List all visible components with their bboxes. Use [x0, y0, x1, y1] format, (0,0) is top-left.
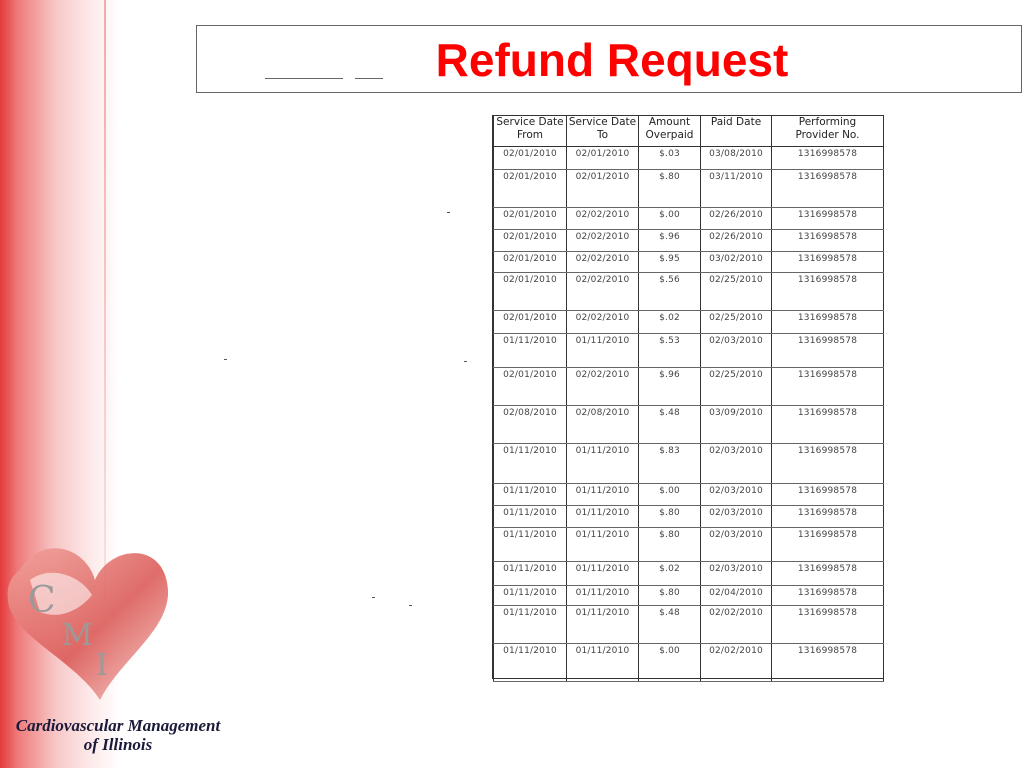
table-row	[494, 562, 884, 586]
page-title: Refund Request	[435, 34, 789, 86]
cell-paid: 02/03/2010	[701, 334, 772, 368]
cell-provider: 1316998578	[772, 208, 884, 230]
cell-provider: 1316998578	[772, 484, 884, 506]
cell-from: 01/11/2010	[494, 644, 567, 682]
cell-from: 02/01/2010	[494, 311, 567, 334]
cell-from: 02/01/2010	[494, 252, 567, 273]
refund-table	[493, 115, 884, 682]
cell-paid: 02/03/2010	[701, 528, 772, 562]
cell-amount: $.83	[639, 444, 701, 484]
table-row	[494, 334, 884, 368]
cell-paid: 02/25/2010	[701, 368, 772, 406]
cell-to: 01/11/2010	[567, 562, 639, 586]
cell-to: 01/11/2010	[567, 506, 639, 528]
cell-paid: 02/04/2010	[701, 586, 772, 606]
cell-paid: 02/03/2010	[701, 506, 772, 528]
header-service-date-from: Service Date From	[494, 116, 567, 147]
cell-provider: 1316998578	[772, 311, 884, 334]
scan-speck	[372, 597, 375, 598]
cell-to: 01/11/2010	[567, 644, 639, 682]
cell-provider: 1316998578	[772, 147, 884, 170]
logo-letter-m: M	[62, 618, 93, 653]
cell-provider: 1316998578	[772, 252, 884, 273]
cell-provider: 1316998578	[772, 528, 884, 562]
table-row	[494, 528, 884, 562]
cell-amount: $.02	[639, 311, 701, 334]
cell-to: 02/01/2010	[567, 170, 639, 208]
cell-amount: $.48	[639, 606, 701, 644]
cell-to: 01/11/2010	[567, 334, 639, 368]
cell-paid: 02/03/2010	[701, 562, 772, 586]
cell-paid: 03/11/2010	[701, 170, 772, 208]
table-row	[494, 644, 884, 682]
header-provider-no: Performing Provider No.	[772, 116, 884, 147]
table-row	[494, 230, 884, 252]
cell-paid: 02/03/2010	[701, 444, 772, 484]
logo-letter-c: C	[28, 580, 56, 621]
cell-to: 02/02/2010	[567, 230, 639, 252]
table-row	[494, 406, 884, 444]
table-row	[494, 444, 884, 484]
cell-from: 01/11/2010	[494, 506, 567, 528]
scan-speck	[224, 359, 227, 360]
cell-paid: 03/08/2010	[701, 147, 772, 170]
cell-to: 01/11/2010	[567, 586, 639, 606]
table-row	[494, 606, 884, 644]
cell-from: 02/01/2010	[494, 368, 567, 406]
cell-amount: $.96	[639, 230, 701, 252]
table-row	[494, 147, 884, 170]
cell-amount: $.80	[639, 170, 701, 208]
cell-to: 02/02/2010	[567, 208, 639, 230]
cell-from: 01/11/2010	[494, 334, 567, 368]
cell-amount: $.53	[639, 334, 701, 368]
table-row	[494, 208, 884, 230]
cell-paid: 02/26/2010	[701, 208, 772, 230]
table-row	[494, 311, 884, 334]
cell-amount: $.00	[639, 484, 701, 506]
cell-amount: $.80	[639, 586, 701, 606]
cell-provider: 1316998578	[772, 506, 884, 528]
table-row	[494, 273, 884, 311]
cell-to: 02/01/2010	[567, 147, 639, 170]
cell-to: 01/11/2010	[567, 606, 639, 644]
cell-amount: $.80	[639, 528, 701, 562]
cell-from: 01/11/2010	[494, 586, 567, 606]
cell-paid: 03/02/2010	[701, 252, 772, 273]
cell-provider: 1316998578	[772, 586, 884, 606]
cell-from: 01/11/2010	[494, 444, 567, 484]
table-row	[494, 586, 884, 606]
cell-to: 02/02/2010	[567, 311, 639, 334]
cell-from: 01/11/2010	[494, 528, 567, 562]
cell-from: 02/01/2010	[494, 147, 567, 170]
cell-provider: 1316998578	[772, 170, 884, 208]
title-underline-stroke	[355, 78, 383, 79]
table-row	[494, 506, 884, 528]
cell-paid: 02/25/2010	[701, 311, 772, 334]
cell-provider: 1316998578	[772, 562, 884, 586]
cell-amount: $.95	[639, 252, 701, 273]
scan-speck	[447, 212, 450, 213]
cell-to: 02/02/2010	[567, 252, 639, 273]
logo-letter-i: I	[96, 648, 108, 683]
cell-from: 02/01/2010	[494, 230, 567, 252]
scan-speck	[409, 605, 412, 606]
cell-amount: $.48	[639, 406, 701, 444]
cell-to: 02/08/2010	[567, 406, 639, 444]
company-name-line-1: Cardiovascular Management	[15, 716, 221, 735]
company-name	[0, 716, 236, 754]
table-row	[494, 252, 884, 273]
cell-amount: $.03	[639, 147, 701, 170]
cell-provider: 1316998578	[772, 230, 884, 252]
cell-amount: $.80	[639, 506, 701, 528]
cell-amount: $.00	[639, 644, 701, 682]
refund-table-scan	[492, 115, 884, 679]
cell-provider: 1316998578	[772, 644, 884, 682]
cell-provider: 1316998578	[772, 444, 884, 484]
cell-from: 02/01/2010	[494, 170, 567, 208]
cell-amount: $.02	[639, 562, 701, 586]
cell-paid: 02/02/2010	[701, 606, 772, 644]
cell-provider: 1316998578	[772, 334, 884, 368]
cell-amount: $.96	[639, 368, 701, 406]
header-service-date-to: Service Date To	[567, 116, 639, 147]
company-name-line-2: of Illinois	[83, 735, 153, 754]
left-divider-line	[104, 0, 106, 600]
cell-paid: 02/03/2010	[701, 484, 772, 506]
cell-provider: 1316998578	[772, 606, 884, 644]
cell-to: 02/02/2010	[567, 273, 639, 311]
cell-provider: 1316998578	[772, 273, 884, 311]
cell-from: 02/01/2010	[494, 273, 567, 311]
cell-to: 01/11/2010	[567, 444, 639, 484]
header-paid-date: Paid Date	[701, 116, 772, 147]
cell-amount: $.00	[639, 208, 701, 230]
table-row	[494, 368, 884, 406]
title-frame	[196, 25, 1022, 93]
cell-paid: 02/25/2010	[701, 273, 772, 311]
header-amount-overpaid: Amount Overpaid	[639, 116, 701, 147]
cell-from: 01/11/2010	[494, 562, 567, 586]
table-row	[494, 484, 884, 506]
cell-amount: $.56	[639, 273, 701, 311]
cell-from: 02/01/2010	[494, 208, 567, 230]
cell-provider: 1316998578	[772, 406, 884, 444]
cell-paid: 03/09/2010	[701, 406, 772, 444]
cell-to: 02/02/2010	[567, 368, 639, 406]
title-underline-stroke	[265, 78, 343, 79]
cmi-logo	[0, 540, 180, 710]
refund-table-body	[494, 147, 884, 682]
cell-from: 01/11/2010	[494, 606, 567, 644]
table-row	[494, 170, 884, 208]
scan-speck	[464, 361, 467, 362]
cell-to: 01/11/2010	[567, 528, 639, 562]
table-header-row	[494, 116, 884, 147]
cell-from: 02/08/2010	[494, 406, 567, 444]
cell-provider: 1316998578	[772, 368, 884, 406]
cell-paid: 02/26/2010	[701, 230, 772, 252]
cell-from: 01/11/2010	[494, 484, 567, 506]
cell-to: 01/11/2010	[567, 484, 639, 506]
cell-paid: 02/02/2010	[701, 644, 772, 682]
